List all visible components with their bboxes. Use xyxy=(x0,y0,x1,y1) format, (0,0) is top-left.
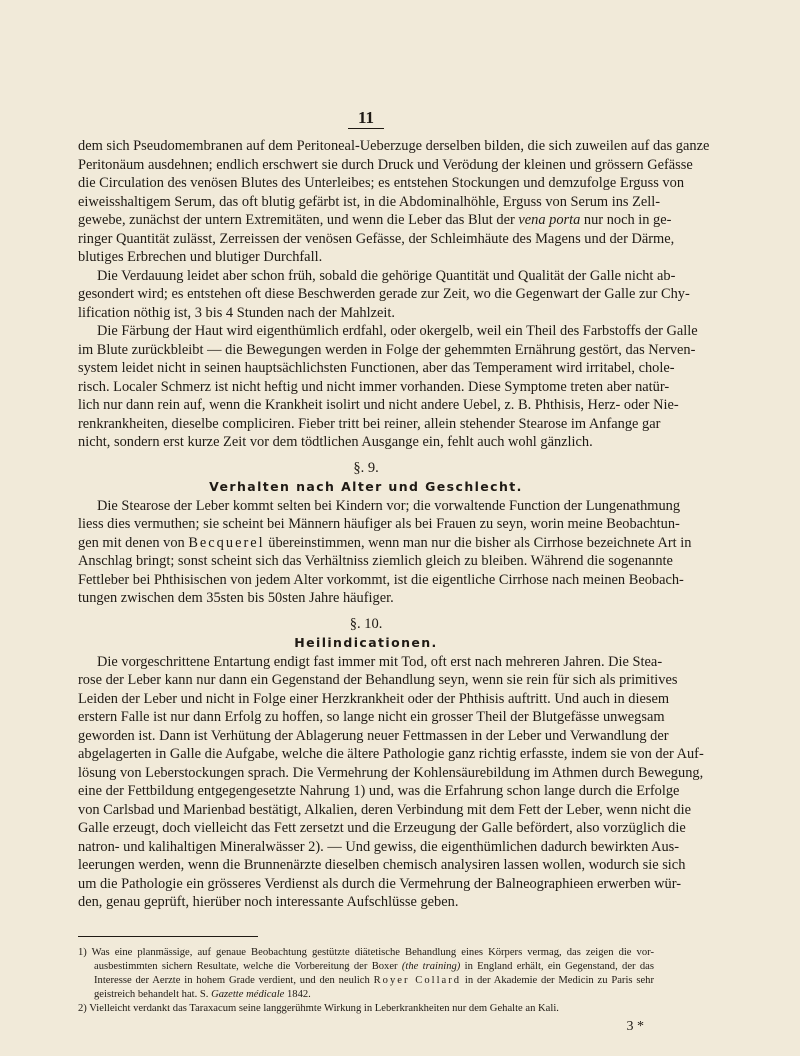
text-line: gen mit denen von Becquerel übereinstimmen, wenn man nur die bisher als Cirrhose bezeichnete Art in xyxy=(78,534,692,551)
text-line: dem sich Pseudomembranen auf dem Peritoneal-Ueberzuge derselben bilden, die sich zuweilen auf das ganze xyxy=(78,138,710,154)
text-line: lification nöthig ist, 3 bis 4 Stunden nach der Mahlzeit. xyxy=(78,304,395,321)
text-line: eiweisshaltigem Serum, das oft blutig gefärbt ist, in die Abdominalhöhle, Erguss von Serum ins Zell- xyxy=(78,193,661,210)
paragraph-2 xyxy=(78,267,690,323)
book-page xyxy=(78,108,710,1035)
text-line: risch. Localer Schmerz ist nicht heftig und nicht immer vorhanden. Diese Symptome treten aber natür- xyxy=(78,378,670,395)
footnote-1: 1) Was eine planmässige, auf genaue Beobachtung gestützte diätetische Behandlung eines Körpers vermag, das zeigen die vor- ausbestimmten sichern Resultate, welche die Vorbereitung der Boxer (the training) in England erhält, ein Gegenstand, der das Interesse der Aerzte in hohem Grade verdient, und den neulich Royer Collard in der Akademie der Medicin zu Paris sehr geistreich behandelt hat. S. Gazette médicale 1842. xyxy=(78,946,654,1001)
text-line: lösung von Leberstockungen sprach. Die Vermehrung der Kohlensäurebildung im Athmen durch Bewegung, xyxy=(78,764,704,781)
text-line: die Circulation des venösen Blutes des Unterleibes; es entstehen Stockungen und demzufolge Erguss von xyxy=(78,175,685,191)
text-line: im Blute zurückbleibt — die Bewegungen werden in Folge der gehemmten Ernährung gestört, das Nerven- xyxy=(78,341,696,358)
page-number: 11 xyxy=(78,108,654,128)
paragraph-4 xyxy=(78,497,692,608)
text-line: lich nur dann rein auf, wenn die Krankheit isolirt und nicht andere Uebel, z. B. Phthisis, Herz- oder Nie- xyxy=(78,397,679,413)
paragraph-1 xyxy=(78,137,710,267)
text-line: gewebe, zunächst der untern Extremitäten, und wenn die Leber das Blut der vena porta nur noch in ge- xyxy=(78,212,672,228)
text-line: den, genau geprüft, hierüber noch interessante Aufschlüsse geben. xyxy=(78,894,459,910)
text-line: system leidet nicht in seinen hauptsächlichsten Functionen, aber das Temperament wird irritabel, chole- xyxy=(78,360,675,376)
text-line: Die vorgeschrittene Entartung endigt fast immer mit Tod, oft erst nach mehreren Jahren. Die Stea- xyxy=(97,653,663,670)
text-line: Anschlag bringt; sonst scheint sich das Verhältniss ziemlich gleich zu bleiben. Während die sogenannte xyxy=(78,553,673,569)
text-line: um die Pathologie ein grösseres Verdienst als durch die Vermehrung der Balneographieen erwerben wür- xyxy=(78,875,681,892)
section-10-number: §. 10. xyxy=(349,615,383,632)
text-line: Die Verdauung leidet aber schon früh, sobald die gehörige Quantität und Qualität der Galle nicht ab- xyxy=(97,267,676,284)
text-line: Die Färbung der Haut wird eigenthümlich erdfahl, oder okergelb, weil ein Theil des Farbstoffs der Galle xyxy=(97,323,698,339)
text-line: leerungen werden, wenn die Brunnenärzte dieselben chemisch analysiren lassen wollen, wodurch sie sich xyxy=(78,857,686,873)
text-line: ringer Quantität zulässt, Zerreissen der venösen Gefässe, der Schleimhäute des Magens und der Därme, xyxy=(78,230,675,247)
text-line: Die Stearose der Leber kommt selten bei Kindern vor; die vorwaltende Function der Lungenathmung xyxy=(97,497,681,514)
text-line: abgelagerten in Galle die Aufgabe, welche die ältere Pathologie ganz richtig erfasste, indem sie von der Auf- xyxy=(78,746,704,762)
paragraph-5 xyxy=(78,653,704,912)
footnote-divider xyxy=(78,936,258,937)
text-line: nicht, sondern erst kurze Zeit vor dem tödtlichen Ausgange ein, fehlt auch wohl gänzlich. xyxy=(78,434,593,450)
footnote-2: 2) Vielleicht verdankt das Taraxacum seine langgerühmte Wirkung in Leberkrankheiten nur dem Gehalte an Kali. xyxy=(78,1003,559,1015)
section-9-title: Verhalten nach Alter und Geschlecht. xyxy=(209,478,523,494)
text-line: erstern Falle ist nur dann Erfolg zu hoffen, so lange nicht ein grosser Theil der Blutgefässe unwegsam xyxy=(78,709,665,725)
text-line: von Carlsbad und Marienbad bestätigt, Alkalien, deren Verbindung mit dem Fett der Leber, wenn nicht die xyxy=(78,801,692,818)
signature-mark: 3 * xyxy=(626,1018,644,1034)
text-line: renkrankheiten, dieselbe compliciren. Fieber tritt bei reiner, allein stehender Stearose im Anfange gar xyxy=(78,415,661,432)
section-10-title: Heilindicationen. xyxy=(294,634,438,650)
text-line: Leiden der Leber und nicht in Folge einer Herzkrankheit oder der Phthisis auftritt. Und auch in diesem xyxy=(78,690,670,707)
text-line: Fettleber bei Phthisischen von jedem Alter vorkommt, ist die eigentliche Cirrhose nach meinen Beobach- xyxy=(78,571,684,588)
text-line: gesondert wird; es entstehen oft diese Beschwerden gerade zur Zeit, wo die Gegenwart der Galle zur Chy- xyxy=(78,286,690,302)
text-line: Galle erzeugt, doch vielleicht das Fett zersetzt und die Erzeugung der Galle befördert, also vorzüglich die xyxy=(78,820,686,836)
text-line: geworden ist. Dann ist Verhütung der Ablagerung neuer Fettmassen in der Leber und Verwandlung der xyxy=(78,727,669,744)
paragraph-3 xyxy=(78,322,698,452)
text-line: eine der Fettbildung entgegengesetzte Nahrung 1) und, was die Erfahrung schon lange durch die Erfolge xyxy=(78,783,680,799)
section-9-number: §. 9. xyxy=(353,459,379,476)
text-line: Peritonäum ausdehnen; endlich erschwert sie durch Druck und Verödung der kleinen und grössern Gefässe xyxy=(78,156,693,173)
text-line: rose der Leber kann nur dann ein Gegenstand der Behandlung seyn, wenn sie rein für sich als primitives xyxy=(78,672,678,688)
text-line: blutiges Erbrechen und blutiger Durchfall. xyxy=(78,249,323,265)
text-line: tungen zwischen dem 35sten bis 50sten Jahre häufiger. xyxy=(78,590,394,606)
text-line: liess dies vermuthen; sie scheint bei Männern häufiger als bei Frauen zu seyn, worin meine Beobachtun- xyxy=(78,516,680,532)
text-line: natron- und kalihaltigen Mineralwässer 2). — Und gewiss, die eigenthümlichen dadurch bewirkten Aus- xyxy=(78,838,680,855)
